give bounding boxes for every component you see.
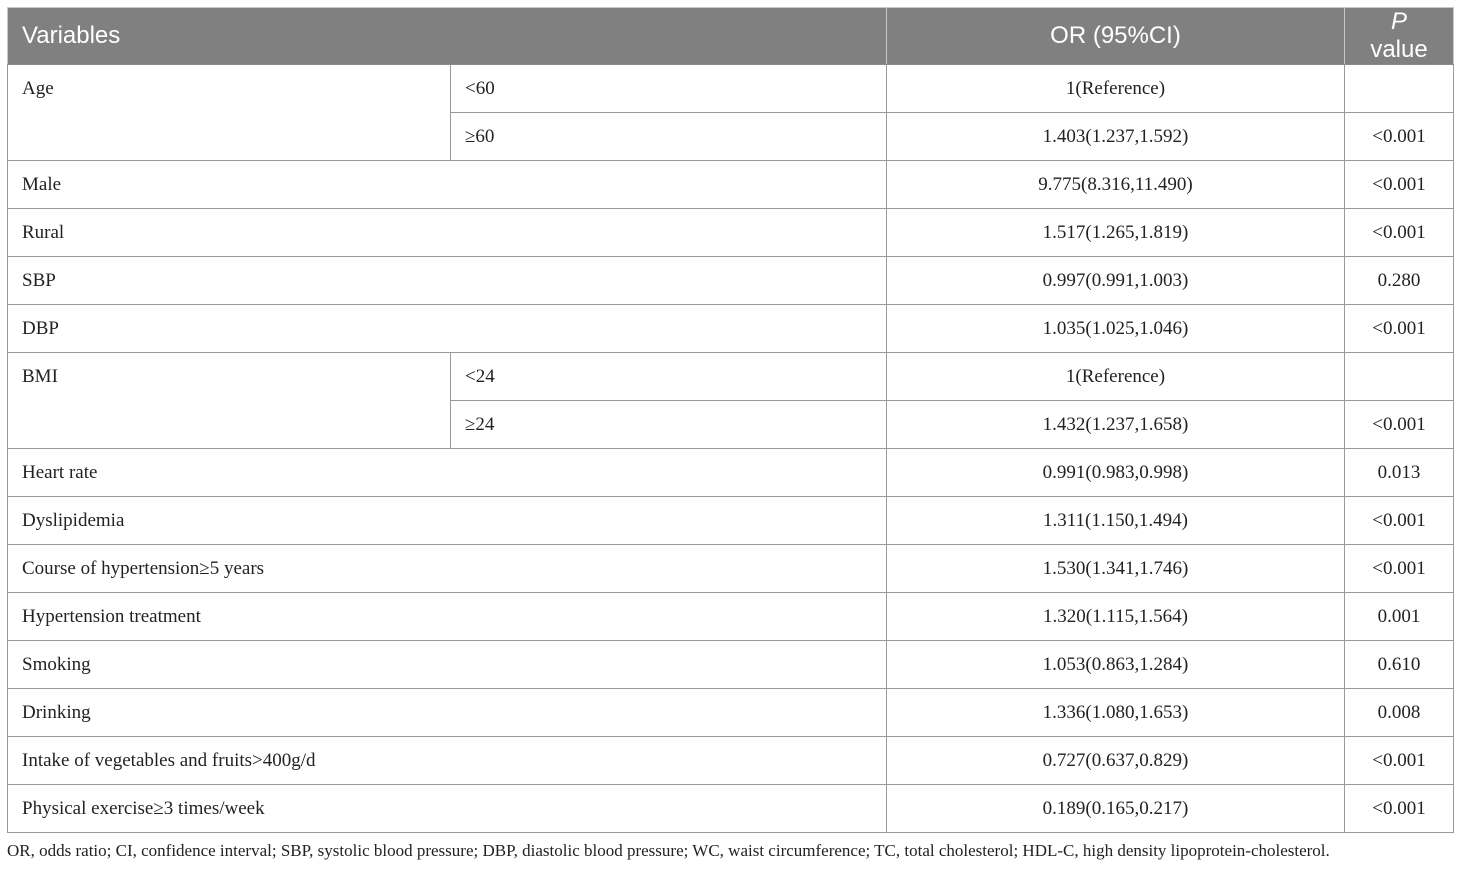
p-value-cell: <0.001 xyxy=(1345,545,1454,593)
variable-cell: Heart rate xyxy=(8,449,887,497)
table-row xyxy=(8,497,1454,545)
table-row xyxy=(8,545,1454,593)
or-cell: 1.432(1.237,1.658) xyxy=(887,401,1345,449)
or-cell: 1.053(0.863,1.284) xyxy=(887,641,1345,689)
table-row xyxy=(8,737,1454,785)
table-row xyxy=(8,353,1454,401)
or-cell: 1.035(1.025,1.046) xyxy=(887,305,1345,353)
variable-cell: Drinking xyxy=(8,689,887,737)
subgroup-cell: ≥60 xyxy=(451,113,887,161)
p-value-cell: 0.610 xyxy=(1345,641,1454,689)
p-value-cell xyxy=(1345,353,1454,401)
p-value-cell xyxy=(1345,65,1454,113)
table-row xyxy=(8,449,1454,497)
variable-cell: Hypertension treatment xyxy=(8,593,887,641)
variable-cell: Age xyxy=(8,65,451,161)
p-value-cell: <0.001 xyxy=(1345,161,1454,209)
table-row xyxy=(8,65,1454,113)
p-value-cell: <0.001 xyxy=(1345,737,1454,785)
p-value-cell: <0.001 xyxy=(1345,209,1454,257)
or-cell: 1.320(1.115,1.564) xyxy=(887,593,1345,641)
table-row xyxy=(8,161,1454,209)
or-cell: 0.727(0.637,0.829) xyxy=(887,737,1345,785)
table-row xyxy=(8,689,1454,737)
variable-cell: DBP xyxy=(8,305,887,353)
subgroup-cell: ≥24 xyxy=(451,401,887,449)
subgroup-cell: <24 xyxy=(451,353,887,401)
or-cell: 1.311(1.150,1.494) xyxy=(887,497,1345,545)
p-value-cell: <0.001 xyxy=(1345,785,1454,833)
or-cell: 1.517(1.265,1.819) xyxy=(887,209,1345,257)
variable-cell: Rural xyxy=(8,209,887,257)
p-value-cell: 0.008 xyxy=(1345,689,1454,737)
header-or: OR (95%CI) xyxy=(887,8,1345,65)
header-p-italic: P xyxy=(1390,8,1407,35)
or-cell: 1.530(1.341,1.746) xyxy=(887,545,1345,593)
table-row xyxy=(8,305,1454,353)
table-row xyxy=(8,257,1454,305)
variable-cell: Physical exercise≥3 times/week xyxy=(8,785,887,833)
or-cell: 1.336(1.080,1.653) xyxy=(887,689,1345,737)
variable-cell: Course of hypertension≥5 years xyxy=(8,545,887,593)
or-cell: 0.189(0.165,0.217) xyxy=(887,785,1345,833)
table-row xyxy=(8,209,1454,257)
or-cell: 1(Reference) xyxy=(887,65,1345,113)
p-value-cell: 0.013 xyxy=(1345,449,1454,497)
p-value-cell: 0.280 xyxy=(1345,257,1454,305)
table-container xyxy=(7,7,1453,833)
variable-cell: Dyslipidemia xyxy=(8,497,887,545)
p-value-cell: 0.001 xyxy=(1345,593,1454,641)
header-p-value xyxy=(1345,8,1454,65)
header-variables: Variables xyxy=(8,8,887,65)
or-cell: 1.403(1.237,1.592) xyxy=(887,113,1345,161)
p-value-cell: <0.001 xyxy=(1345,113,1454,161)
p-value-cell: <0.001 xyxy=(1345,401,1454,449)
header-p-rest: value xyxy=(1370,36,1428,63)
or-cell: 0.991(0.983,0.998) xyxy=(887,449,1345,497)
table-row xyxy=(8,593,1454,641)
variable-cell: Male xyxy=(8,161,887,209)
or-cell: 0.997(0.991,1.003) xyxy=(887,257,1345,305)
subgroup-cell: <60 xyxy=(451,65,887,113)
p-value-cell: <0.001 xyxy=(1345,497,1454,545)
table-row xyxy=(8,785,1454,833)
variable-cell: BMI xyxy=(8,353,451,449)
table-footnote: OR, odds ratio; CI, confidence interval; SBP, systolic blood pressure; DBP, diastolic blood pressure; WC, waist circumference; TC, total cholesterol; HDL-C, high density lipoprotein-cholesterol. xyxy=(7,841,1330,860)
variable-cell: Smoking xyxy=(8,641,887,689)
p-value-cell: <0.001 xyxy=(1345,305,1454,353)
or-cell: 9.775(8.316,11.490) xyxy=(887,161,1345,209)
variable-cell: Intake of vegetables and fruits>400g/d xyxy=(8,737,887,785)
header-row xyxy=(8,8,1454,65)
table-row xyxy=(8,641,1454,689)
or-cell: 1(Reference) xyxy=(887,353,1345,401)
odds-ratio-table xyxy=(7,7,1454,833)
variable-cell: SBP xyxy=(8,257,887,305)
